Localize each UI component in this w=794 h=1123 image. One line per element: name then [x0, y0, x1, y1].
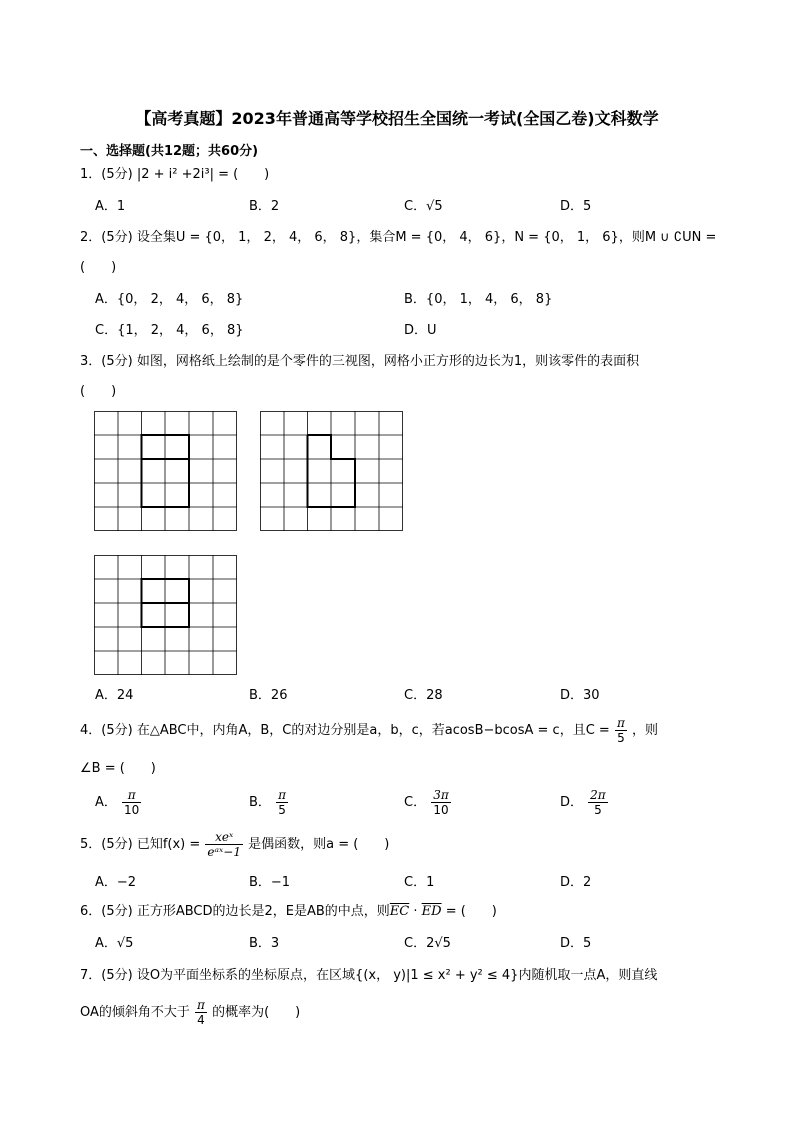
q2-option-c: C．{1， 2， 4， 6， 8}: [95, 323, 244, 338]
question-3-stem-cont: ( ): [80, 384, 117, 399]
q4-option-b: [249, 788, 289, 817]
q7-frac-num: π: [197, 998, 205, 1012]
q4-option-c: [404, 788, 452, 817]
q4-option-d-num: 2π: [590, 788, 606, 802]
question-2-stem: 2．(5分) 设全集U = {0， 1， 2， 4， 6， 8}，集合M = {0， 4， 6}，N = {0， 1， 6}，则M ∪ ∁UN =: [80, 230, 717, 245]
q4-option-b-num: π: [278, 788, 286, 802]
q3-option-b: B．26: [249, 688, 288, 703]
q6-option-c: C．2√5: [404, 936, 451, 951]
q4-option-b-den: 5: [278, 803, 286, 817]
q4-option-a-label: A．: [95, 795, 117, 810]
q6-vector-ed: $\overline{ED}$: [421, 904, 442, 919]
question-7-stem: 7．(5分) 设O为平面坐标系的坐标原点，在区域{(x， y)|1 ≤ x² + y² ≤ 4}内随机取一点A，则直线: [80, 968, 658, 983]
question-4-stem-cont: ∠B = ( ): [80, 761, 156, 776]
q4-option-c-den: 10: [433, 803, 449, 817]
page-title: 【高考真题】2023年普通高等学校招生全国统一考试(全国乙卷)文科数学: [135, 109, 659, 128]
q5-frac-num: xeˣ: [205, 830, 243, 845]
q4-frac-num: π: [616, 716, 625, 730]
q5-stem-text: 5．(5分) 已知f(x) =: [80, 837, 201, 852]
q5-option-a: A．−2: [95, 875, 137, 890]
question-6-stem: [80, 903, 497, 921]
q7-stem-cont-text: OA的倾斜角不大于: [80, 1005, 190, 1020]
q3-option-d: D．30: [560, 688, 600, 703]
q4-option-a-num: π: [122, 788, 141, 803]
q5-option-d: D．2: [560, 875, 592, 890]
q5-frac-den: eᵃˣ−1: [207, 845, 241, 859]
q4-option-c-label: C．: [404, 795, 427, 810]
q7-stem-tail: 的概率为( ): [212, 1005, 301, 1020]
q6-option-a: A．√5: [95, 936, 134, 951]
q4-angle-c-fraction: [615, 716, 627, 745]
question-3-stem: 3．(5分) 如图，网格纸上绘制的是个零件的三视图，网格小正方形的边长为1，则该零件的表面积: [80, 354, 640, 369]
q3-option-a: A．24: [95, 688, 134, 703]
q4-option-a-den: 10: [124, 803, 140, 817]
q5-option-b: B．−1: [249, 875, 291, 890]
three-view-side-grid: [260, 411, 404, 532]
q6-stem-text: 6．(5分) 正方形ABCD的边长是2，E是AB的中点，则: [80, 904, 390, 919]
q6-dot: ·: [409, 904, 422, 919]
q3-option-c: C．28: [404, 688, 443, 703]
q2-option-a: A．{0， 2， 4， 6， 8}: [95, 292, 244, 307]
q6-vector-ec: $\overline{EC}$: [389, 904, 410, 919]
question-1-stem: 1．(5分) |2 + i² +2i³| = ( ): [80, 167, 270, 182]
question-2-stem-cont: ( ): [80, 260, 117, 275]
q1-option-a: A．1: [95, 199, 126, 214]
question-7-stem-cont: [80, 998, 300, 1027]
q4-option-d-label: D．: [560, 795, 584, 810]
q4-frac-den: 5: [617, 731, 625, 745]
three-view-front-grid: [94, 411, 238, 532]
q1-option-b: B．2: [249, 199, 280, 214]
question-5-stem: [80, 830, 389, 859]
q6-option-b: B．3: [249, 936, 280, 951]
q4-stem-tail: ，则: [631, 723, 658, 738]
question-4-stem: [80, 716, 658, 745]
q2-option-b: B．{0， 1， 4， 6， 8}: [404, 292, 553, 307]
q4-option-d: [560, 788, 609, 817]
q2-option-d: D．U: [404, 323, 437, 338]
section-heading: 一、选择题(共12题；共60分): [80, 144, 259, 159]
q5-stem-tail: 是偶函数，则a = ( ): [248, 837, 390, 852]
q4-option-c-num: 3π: [433, 788, 449, 802]
q4-option-a: [95, 788, 142, 817]
q1-option-d: D．5: [560, 199, 592, 214]
three-view-top-grid: [94, 555, 238, 676]
q7-angle-fraction: [195, 998, 207, 1027]
q6-option-d: D．5: [560, 936, 592, 951]
q5-option-c: C．1: [404, 875, 435, 890]
q1-option-c: C．√5: [404, 199, 443, 214]
q7-frac-den: 4: [197, 1013, 205, 1027]
q4-option-d-den: 5: [594, 803, 602, 817]
q5-function-fraction: [205, 830, 243, 859]
q4-stem-text: 4．(5分) 在△ABC中，内角A，B，C的对边分别是a，b，c，若acosB−bcosA = c，且C =: [80, 723, 610, 738]
q6-stem-tail: = ( ): [441, 904, 497, 919]
q4-option-b-label: B．: [249, 795, 271, 810]
